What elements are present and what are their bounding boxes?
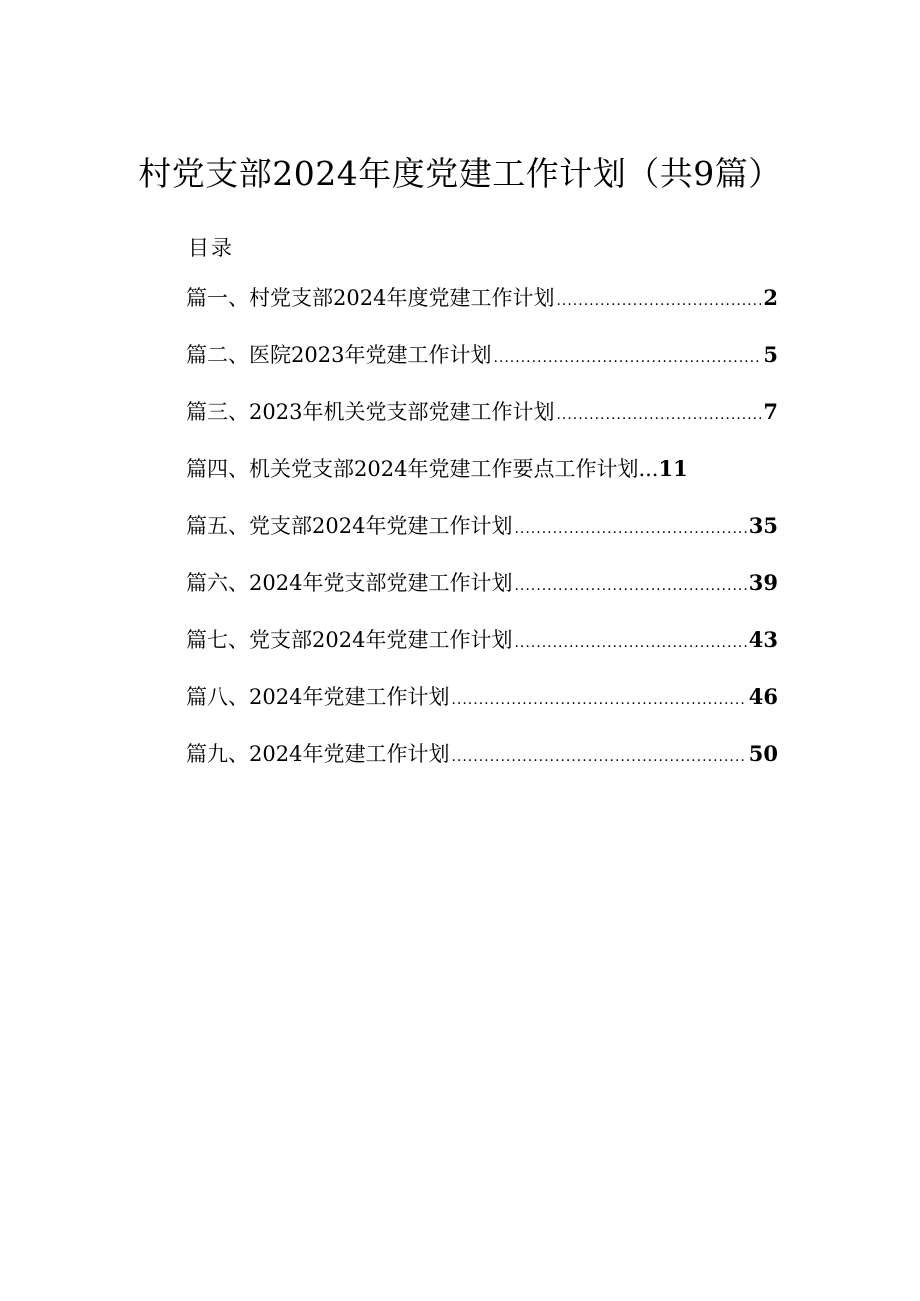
toc-heading: 目录 bbox=[188, 236, 234, 260]
toc-page-number: 46 bbox=[748, 684, 778, 709]
toc-page-number: 11 bbox=[658, 456, 688, 481]
toc-entry-title: 篇八、2024年党建工作计划 bbox=[186, 685, 450, 709]
toc-entry-title: 篇五、党支部2024年党建工作计划 bbox=[186, 514, 513, 538]
toc-dot-leader bbox=[514, 635, 746, 651]
toc-page-number: 2 bbox=[763, 285, 778, 310]
toc-entry-title: 篇七、党支部2024年党建工作计划 bbox=[186, 628, 513, 652]
toc-dot-leader bbox=[493, 350, 761, 366]
toc-page-number: 43 bbox=[748, 627, 778, 652]
toc-entry-title: 篇三、2023年机关党支部党建工作计划 bbox=[186, 400, 555, 424]
table-of-contents bbox=[186, 282, 778, 795]
toc-entry[interactable] bbox=[186, 339, 778, 396]
toc-entry[interactable] bbox=[186, 282, 778, 339]
toc-entry[interactable] bbox=[186, 567, 778, 624]
toc-entry[interactable] bbox=[186, 738, 778, 795]
toc-entry-title: 篇六、2024年党支部党建工作计划 bbox=[186, 571, 513, 595]
toc-dot-leader bbox=[556, 407, 761, 423]
toc-page-number: 50 bbox=[748, 741, 778, 766]
toc-page-number: 5 bbox=[763, 342, 778, 367]
toc-entry[interactable] bbox=[186, 453, 778, 510]
toc-dot-leader bbox=[451, 749, 746, 765]
toc-entry[interactable] bbox=[186, 510, 778, 567]
toc-entry-title: 篇九、2024年党建工作计划 bbox=[186, 742, 450, 766]
toc-entry-title: 篇一、村党支部2024年度党建工作计划 bbox=[186, 286, 555, 310]
toc-entry[interactable] bbox=[186, 624, 778, 681]
toc-entry-title: 篇四、机关党支部2024年党建工作要点工作计划 bbox=[186, 457, 639, 481]
toc-page-number: 39 bbox=[748, 570, 778, 595]
toc-dot-leader bbox=[556, 293, 761, 309]
toc-page-number: 7 bbox=[763, 399, 778, 424]
toc-dot-leader bbox=[514, 578, 746, 594]
toc-page-number: 35 bbox=[748, 513, 778, 538]
toc-entry[interactable] bbox=[186, 681, 778, 738]
toc-dot-leader bbox=[514, 521, 746, 537]
toc-dot-leader bbox=[451, 692, 746, 708]
toc-entry-title: 篇二、医院2023年党建工作计划 bbox=[186, 343, 492, 367]
toc-entry[interactable] bbox=[186, 396, 778, 453]
document-title: 村党支部2024年度党建工作计划（共9篇） bbox=[138, 154, 782, 193]
toc-dot-leader bbox=[638, 457, 658, 481]
